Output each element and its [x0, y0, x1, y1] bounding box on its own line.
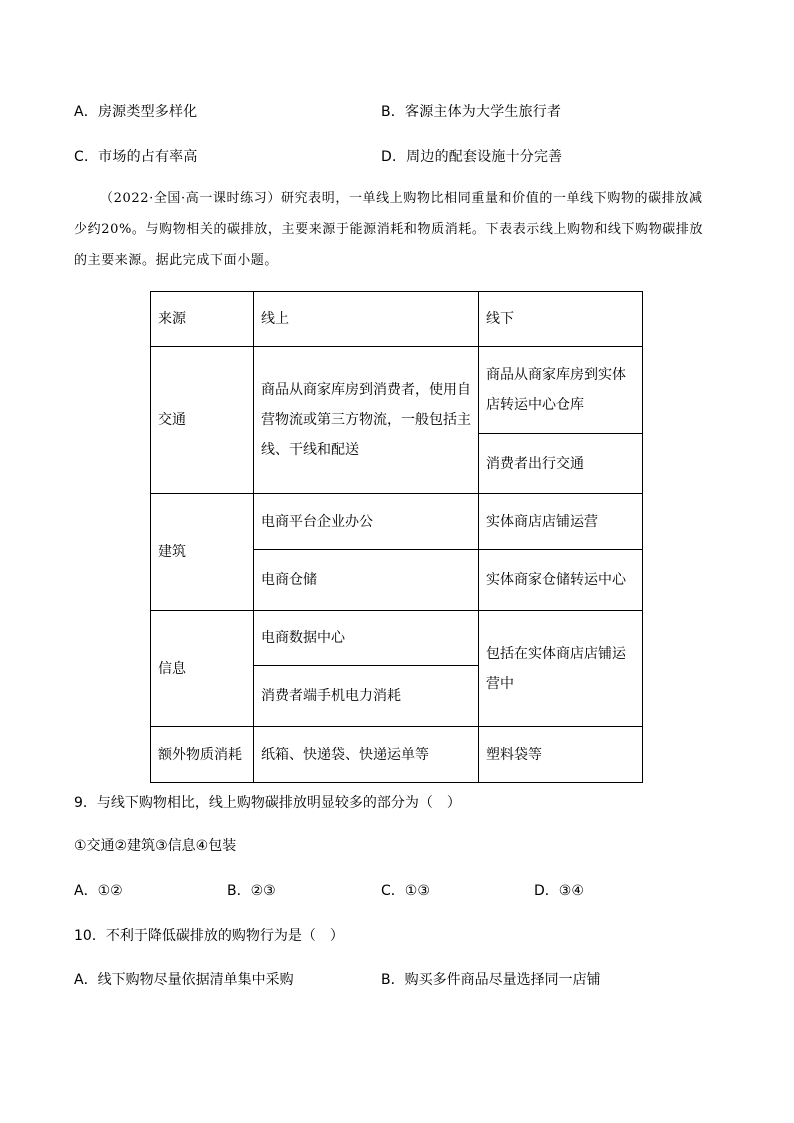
table-header-row — [151, 292, 643, 347]
intro-line-1: （2022·全国·高一课时练习）研究表明，一单线上购物比相同重量和价值的一单线下购物的碳排放减 — [100, 191, 703, 206]
cell-building-offline-1: 实体商店店铺运营 — [479, 494, 643, 550]
cell-transport-offline-2: 消费者出行交通 — [479, 434, 643, 494]
header-online: 线上 — [254, 292, 479, 347]
cell-extra-source: 额外物质消耗 — [151, 727, 254, 783]
q9-option-a: A．①② — [74, 883, 123, 899]
intro-paragraph — [74, 183, 724, 276]
intro-line-3: 的主要来源。据此完成下面小题。 — [74, 253, 279, 268]
q9-option-d: D．③④ — [534, 883, 584, 899]
table-row-info-1 — [151, 611, 643, 666]
prev-option-b: B．客源主体为大学生旅行者 — [381, 104, 562, 120]
header-source: 来源 — [151, 292, 254, 347]
prev-option-c: C．市场的占有率高 — [74, 149, 198, 165]
cell-info-offline: 包括在实体商店店铺运营中 — [479, 611, 643, 727]
cell-building-online-1: 电商平台企业办公 — [254, 494, 479, 550]
cell-extra-online: 纸箱、快递袋、快递运单等 — [254, 727, 479, 783]
header-offline: 线下 — [479, 292, 643, 347]
q9-option-c: C．①③ — [381, 883, 430, 899]
cell-building-offline-2: 实体商家仓储转运中心 — [479, 550, 643, 611]
cell-transport-offline-1: 商品从商家库房到实体店转运中心仓库 — [479, 347, 643, 434]
prev-option-a: A．房源类型多样化 — [74, 104, 198, 120]
cell-info-online-1: 电商数据中心 — [254, 611, 479, 666]
table-row-extra — [151, 727, 643, 783]
cell-building-source: 建筑 — [151, 494, 254, 611]
intro-line-2: 少约20%。与购物相关的碳排放，主要来源于能源消耗和物质消耗。下表表示线上购物和线下购物碳排放 — [74, 222, 704, 237]
cell-info-source: 信息 — [151, 611, 254, 727]
q10-option-b: B．购买多件商品尽量选择同一店铺 — [381, 972, 601, 988]
cell-transport-online: 商品从商家库房到消费者，使用自营物流或第三方物流，一般包括主线、干线和配送 — [254, 347, 479, 494]
q9-option-b: B．②③ — [227, 883, 276, 899]
table-row-transport-1 — [151, 347, 643, 434]
q10-stem: 10．不利于降低碳排放的购物行为是（ ） — [74, 928, 344, 944]
q10-option-a: A．线下购物尽量依据清单集中采购 — [74, 972, 294, 988]
cell-building-online-2: 电商仓储 — [254, 550, 479, 611]
cell-info-online-2: 消费者端手机电力消耗 — [254, 666, 479, 727]
q9-stem: 9．与线下购物相比，线上购物碳排放明显较多的部分为（ ） — [74, 795, 461, 811]
table-row-building-1 — [151, 494, 643, 550]
carbon-source-table — [150, 291, 643, 783]
cell-transport-source: 交通 — [151, 347, 254, 494]
cell-extra-offline: 塑料袋等 — [479, 727, 643, 783]
q9-items: ①交通②建筑③信息④包装 — [74, 838, 237, 854]
prev-option-d: D．周边的配套设施十分完善 — [381, 149, 563, 165]
